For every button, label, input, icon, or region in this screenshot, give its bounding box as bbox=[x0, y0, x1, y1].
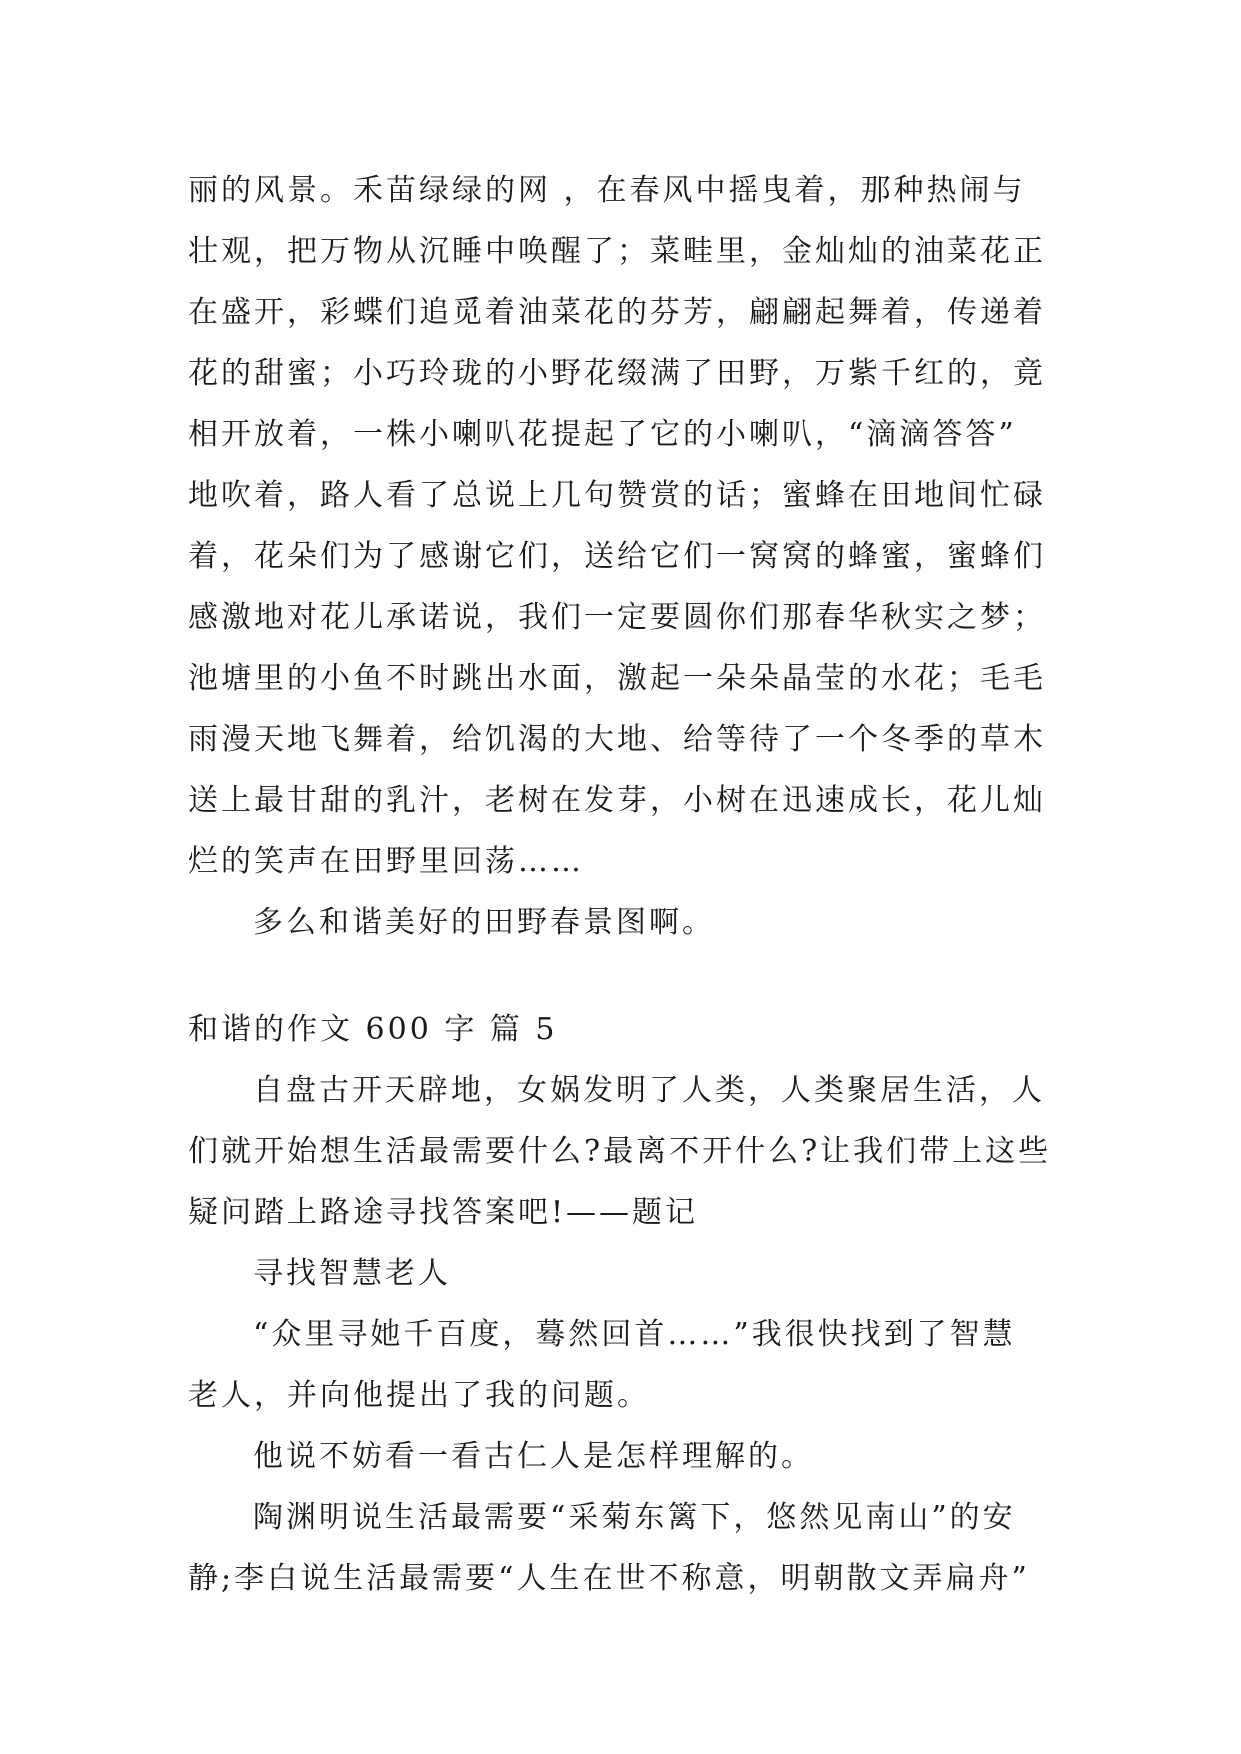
subheading: 寻找智慧老人 bbox=[253, 1256, 451, 1291]
paragraph-line: 相开放着，一株小喇叭花提起了它的小喇叭，“滴滴答答” bbox=[188, 417, 1017, 452]
paragraph-line: 丽的风景。禾苗绿绿的网 ，在春风中摇曳着，那种热闹与 bbox=[188, 173, 1026, 208]
paragraph-line: 壮观，把万物从沉睡中唤醒了；菜畦里，金灿灿的油菜花正 bbox=[188, 234, 1046, 269]
document-body bbox=[188, 160, 1068, 1609]
final-line: 静;李白说生活最需要“人生在世不称意，明朝散文弄扁舟” bbox=[188, 1561, 1030, 1596]
intro-line: 自盘古开天辟地，女娲发明了人类，人类聚居生活，人 bbox=[253, 1073, 1045, 1108]
paragraph-line: 着，花朵们为了感谢它们，送给它们一窝窝的蜂蜜，蜜蜂们 bbox=[188, 539, 1046, 574]
final-line: 陶渊明说生活最需要“采菊东篱下，悠然见南山”的安 bbox=[253, 1500, 1016, 1535]
intro-line: 疑问踏上路途寻找答案吧!——题记 bbox=[188, 1195, 699, 1230]
section-heading: 和谐的作文 600 字 篇 5 bbox=[188, 1012, 558, 1047]
paragraph-line: 感激地对花儿承诺说，我们一定要圆你们那春华秋实之梦； bbox=[188, 600, 1046, 635]
quote-line: 老人，并向他提出了我的问题。 bbox=[188, 1378, 650, 1413]
paragraph-line: 池塘里的小鱼不时跳出水面，激起一朵朵晶莹的水花；毛毛 bbox=[188, 661, 1046, 696]
paragraph-line: 烂的笑声在田野里回荡…… bbox=[188, 844, 584, 879]
paragraph-line: 送上最甘甜的乳汁，老树在发芽，小树在迅速成长，花儿灿 bbox=[188, 783, 1046, 818]
closing-sentence: 多么和谐美好的田野春景图啊。 bbox=[253, 905, 715, 940]
paragraph-line: 地吹着，路人看了总说上几句赞赏的话；蜜蜂在田地间忙碌 bbox=[188, 478, 1046, 513]
quote-line: “众里寻她千百度，蓦然回首……”我很快找到了智慧 bbox=[253, 1317, 1016, 1352]
paragraph-line: 花的甜蜜；小巧玲珑的小野花缀满了田野，万紫千红的，竟 bbox=[188, 356, 1046, 391]
advice-line: 他说不妨看一看古仁人是怎样理解的。 bbox=[253, 1439, 814, 1474]
paragraph-line: 在盛开，彩蝶们追觅着油菜花的芬芳，翩翩起舞着，传递着 bbox=[188, 295, 1046, 330]
paragraph-line: 雨漫天地飞舞着，给饥渴的大地、给等待了一个冬季的草木 bbox=[188, 722, 1046, 757]
section-spacer bbox=[188, 953, 1068, 999]
intro-line: 们就开始想生活最需要什么?最离不开什么?让我们带上这些 bbox=[188, 1134, 1052, 1169]
